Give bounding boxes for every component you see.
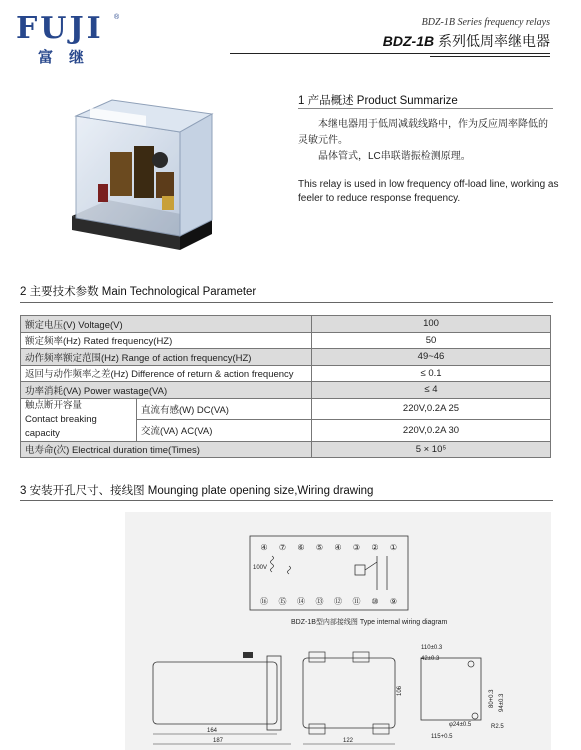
summary-english: This relay is used in low frequency off-load line, working as feeler to reduce response frequency. <box>298 179 559 204</box>
parameter-table <box>20 315 551 458</box>
terminal-number: ② <box>371 543 379 552</box>
wiring-frame <box>250 536 408 610</box>
coil-symbol-2 <box>288 566 291 574</box>
param-value: ≤ 4 <box>312 382 551 399</box>
contact-label-en: Contact breaking capacity <box>25 413 97 439</box>
contact-label <box>21 398 137 441</box>
terminal-number: ⑦ <box>278 543 287 552</box>
relay-product-photo <box>62 88 220 256</box>
param-label: 动作频率额定范围(Hz) Range of action frequency(HZ) <box>21 349 312 366</box>
table-row <box>21 398 551 420</box>
terminal-number: ⑯ <box>260 597 268 606</box>
relay-contact <box>365 556 387 590</box>
table-row <box>21 316 551 333</box>
summary-chinese <box>298 117 552 165</box>
terminal-number: ⑮ <box>278 597 287 606</box>
dim-110: 110±0.3 <box>421 645 443 651</box>
contact-ac-value: 220V,0.2A 30 <box>312 420 551 442</box>
dim-42: 42±0.3 <box>421 656 440 662</box>
dim-115: 115+0.5 <box>431 734 453 740</box>
param-value: 49~46 <box>312 349 551 366</box>
table-row <box>21 365 551 382</box>
dim-94: 94±0.3 <box>499 693 505 712</box>
registered-mark: ® <box>114 14 120 21</box>
wiring-caption: BDZ-1B型内部接线图 Type internal wiring diagram <box>291 619 448 626</box>
title-chinese: 系列低周率继电器 <box>438 33 550 49</box>
terminal-number: ⑫ <box>334 597 342 606</box>
dim-164: 164 <box>207 728 218 734</box>
section-3-rule <box>20 500 553 501</box>
section-2-heading: 2 主要技术参数 Main Technological Parameter <box>20 286 257 298</box>
cutout-outline <box>421 658 481 720</box>
coil-symbol <box>271 556 274 572</box>
dim-r25: R2.5 <box>491 724 504 730</box>
header-rule-short <box>430 56 550 57</box>
param-label: 额定电压(V) Voltage(V) <box>21 316 312 333</box>
terminals-bottom <box>260 597 397 606</box>
param-value: 50 <box>312 332 551 349</box>
mounting-wiring-drawing <box>125 512 551 750</box>
terminal-number: ① <box>389 543 398 552</box>
contact-dc-value: 220V,0.2A 25 <box>312 398 551 420</box>
dim-phi24: φ24±0.5 <box>449 722 472 728</box>
side-view-bolt <box>243 652 253 658</box>
brand-logo <box>16 11 126 66</box>
table-row <box>21 349 551 366</box>
terminal-number: ④ <box>260 543 268 552</box>
logo-latin: FUJI <box>16 11 104 46</box>
terminal-number: ⑬ <box>315 597 324 606</box>
section-1-rule <box>298 108 553 109</box>
param-value: 100 <box>312 316 551 333</box>
param-label: 额定频率(Hz) Rated frequency(HZ) <box>21 332 312 349</box>
side-view-body <box>153 662 277 724</box>
terminal-number: ④ <box>334 543 342 552</box>
dim-80: 80+0.3 <box>489 689 495 708</box>
table-row <box>21 382 551 399</box>
table-row <box>21 441 551 458</box>
terminals-top <box>260 543 397 552</box>
relay-block <box>355 565 365 575</box>
series-subtitle: BDZ-1B Series frequency relays <box>421 17 550 28</box>
dim-122: 122 <box>343 738 354 744</box>
contact-dc-label: 直流有感(W) DC(VA) <box>137 398 312 420</box>
table-row <box>21 332 551 349</box>
logo-chinese: 富继 <box>38 49 101 66</box>
terminal-number: ⑩ <box>371 597 379 606</box>
section-3-heading: 3 安装开孔尺寸、接线图 Mounging plate opening size,Wiring drawing <box>20 485 374 497</box>
dim-106: 106 <box>397 685 403 696</box>
section-1-heading: 1 产品概述 Product Summarize <box>298 95 458 107</box>
terminal-number: ⑪ <box>352 597 361 606</box>
summary-chinese-p1: 本继电器用于低周减载线路中，作为反应周率降低的灵敏元件。 <box>298 119 548 146</box>
header-rule <box>230 53 550 54</box>
summary-chinese-p2: 晶体管式，LC串联谐振检测原理。 <box>318 151 471 162</box>
param-value: 5 × 10⁵ <box>312 441 551 458</box>
contact-ac-label: 交流(VA) AC(VA) <box>137 420 312 442</box>
model-number: BDZ-1B <box>382 33 435 49</box>
terminal-number: ⑭ <box>297 597 305 606</box>
section-2-rule <box>20 302 553 303</box>
terminal-number: ③ <box>352 543 361 552</box>
terminal-number: ⑨ <box>389 597 398 606</box>
param-label: 功率消耗(VA) Power wastage(VA) <box>21 382 312 399</box>
coil-voltage-label: 100V <box>253 565 268 571</box>
param-label: 电寿命(次) Electrical duration time(Times) <box>21 441 312 458</box>
dim-187: 187 <box>213 738 224 744</box>
contact-label-cn: 触点断开容量 <box>25 399 83 411</box>
param-label: 返回与动作频率之差(Hz) Difference of return & action frequency <box>21 365 312 382</box>
side-view-flange <box>267 656 281 730</box>
terminal-number: ⑤ <box>315 543 324 552</box>
rear-view-body <box>303 658 395 728</box>
param-value: ≤ 0.1 <box>312 365 551 382</box>
terminal-number: ⑥ <box>297 543 305 552</box>
page-title <box>383 31 550 51</box>
